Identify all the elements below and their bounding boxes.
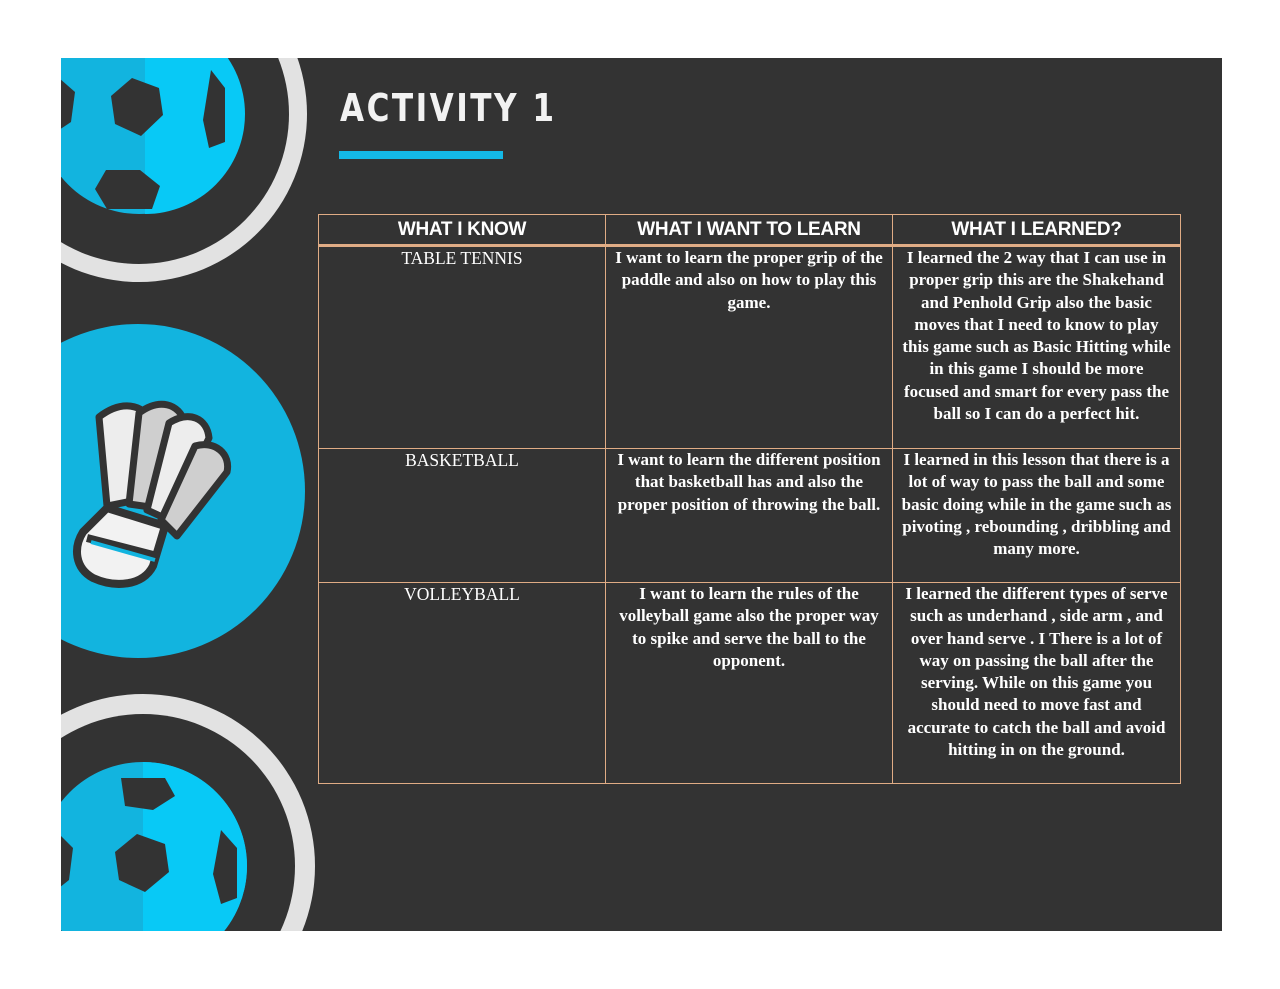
table-row (319, 583, 1181, 784)
topic-cell: VOLLEYBALL (319, 583, 606, 784)
kwl-table (318, 214, 1181, 784)
want-cell: I want to learn the proper grip of the paddle and also on how to play this game. (606, 246, 893, 449)
header-what-i-learned: WHAT I LEARNED? (893, 215, 1181, 246)
table-header-row (319, 215, 1181, 246)
slide-title: ACTIVITY 1 (340, 86, 557, 130)
learned-cell: I learned the different types of serve such as underhand , side arm , and over hand serve . I There is a lot of way on passing the ball after the serving. While on this game you should need to move fast and accurate to catch the ball and avoid hitting in on the ground. (893, 583, 1181, 784)
table-row (319, 449, 1181, 583)
header-what-i-know: WHAT I KNOW (319, 215, 606, 246)
want-cell: I want to learn the different position that basketball has and also the proper position of throwing the ball. (606, 449, 893, 583)
table-row (319, 246, 1181, 449)
decoration-column (61, 58, 321, 931)
learned-cell: I learned the 2 way that I can use in proper grip this are the Shakehand and Penhold Grip also the basic moves that I need to know to play this game such as Basic Hitting while in this game I should be more focused and smart for every pass the ball so I can do a perfect hit. (893, 246, 1181, 449)
learned-cell: I learned in this lesson that there is a lot of way to pass the ball and some basic doing while in the game such as pivoting , rebounding , dribbling and many more. (893, 449, 1181, 583)
soccer-ball-icon (61, 694, 315, 931)
title-underline (339, 151, 503, 159)
header-what-i-want-to-learn: WHAT I WANT TO LEARN (606, 215, 893, 246)
slide (61, 58, 1222, 931)
topic-cell: BASKETBALL (319, 449, 606, 583)
topic-cell: TABLE TENNIS (319, 246, 606, 449)
shuttlecock-icon (61, 324, 305, 658)
want-cell: I want to learn the rules of the volleyball game also the proper way to spike and serve the ball to the opponent. (606, 583, 893, 784)
soccer-ball-icon (61, 58, 307, 282)
